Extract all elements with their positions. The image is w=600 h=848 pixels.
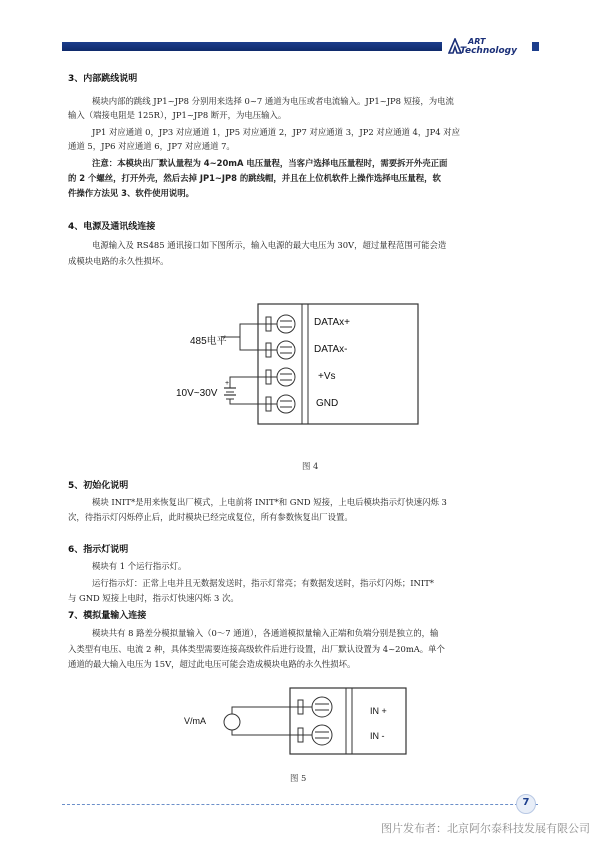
section6-title: 6、指示灯说明: [68, 545, 129, 555]
terminal-label-gnd: GND: [316, 398, 339, 409]
section3-p1-line2: 输入（端接电阻是 125R），JP1~JP8 断开，为电压输入。: [68, 110, 287, 120]
footer-divider: [62, 804, 538, 806]
terminal-label-in-minus: IN -: [370, 731, 385, 741]
figure4-caption: 图 4: [302, 461, 319, 471]
figure5-analog-input-diagram: [210, 682, 410, 762]
section4-p-line2: 成模块电路的永久性损坏。: [68, 256, 169, 266]
section5-title: 5、初始化说明: [68, 481, 129, 491]
section3-note-line1: 注意：本模块出厂默认量程为 4~20mA 电压量程，当客户选择电压量程时，需要拆开外壳正面: [92, 158, 448, 168]
section5-p-line2: 次，待指示灯闪烁停止后，此时模块已经完成复位，所有参数恢复出厂设置。: [68, 512, 353, 522]
terminal-label-in-plus: IN +: [370, 706, 387, 716]
section6-p2-line2: 与 GND 短接上电时，指示灯快速闪烁 3 次。: [68, 593, 239, 603]
figure5-caption: 图 5: [290, 773, 307, 783]
page-number: 7: [522, 797, 530, 808]
publisher-credit: 图片发布者：北京阿尔泰科技发展有限公司: [381, 822, 590, 835]
section3-note-line3: 件操作方法见 3、软件使用说明。: [68, 188, 194, 198]
section4-title: 4、电源及通讯线连接: [68, 222, 156, 232]
label-485-level: 485电平: [190, 336, 227, 347]
section7-title: 7、模拟量输入连接: [68, 611, 147, 621]
terminal-label-datax-minus: DATAx-: [314, 344, 348, 355]
label-plus: +: [225, 380, 230, 387]
section3-p1-line1: 模块内部的跳线 JP1~JP8 分别用来选择 0~7 通道为电压或者电流输入。JP1~JP8 短接，为电流: [92, 96, 454, 106]
section7-p-line1: 模块共有 8 路差分模拟量输入（0～7 通道），各通道模拟量输入正端和负端分别是独立的，输: [92, 628, 439, 638]
section3-p2-line1: JP1 对应通道 0，JP3 对应通道 1，JP5 对应通道 2，JP7 对应通道 3，JP2 对应通道 4，JP4 对应: [92, 127, 460, 137]
art-logo: [448, 36, 530, 58]
section6-p2-line1: 运行指示灯：正常上电并且无数据发送时，指示灯常亮；有数据发送时，指示灯闪烁；INIT*: [92, 578, 434, 588]
terminal-label-datax-plus: DATAx+: [314, 317, 351, 328]
section3-p2-line2: 通道 5，JP6 对应通道 6，JP7 对应通道 7。: [68, 141, 235, 151]
header-square: [532, 42, 539, 51]
section4-p-line1: 电源输入及 RS485 通讯接口如下图所示，输入电源的最大电压为 30V，超过量程范围可能会造: [92, 240, 447, 250]
section3-note-line2: 的 2 个螺丝，打开外壳，然后去掉 JP1~JP8 的跳线帽，并且在上位机软件上操作选择电压量程，软: [68, 173, 441, 183]
terminal-label-vs: +Vs: [318, 371, 336, 382]
source-label: V/mA: [184, 716, 207, 726]
section3-title: 3、内部跳线说明: [68, 74, 138, 84]
section7-p-line2: 入类型有电压、电流 2 种，具体类型需要连接高级软件后进行设置，出厂默认设置为 4~20mA。单个: [68, 644, 445, 654]
label-power-range: 10V~30V: [176, 388, 218, 399]
section5-p-line1: 模块 INIT*是用来恢复出厂模式，上电前将 INIT*和 GND 短接，上电后模块指示灯快速闪烁 3: [92, 497, 447, 507]
section7-p-line3: 通道的最大输入电压为 15V，超过此电压可能会造成模块电路的永久性损坏。: [68, 659, 356, 669]
section6-p1: 模块有 1 个运行指示灯。: [92, 561, 187, 571]
header-bar: [62, 42, 442, 51]
figure4-wiring-diagram: [160, 290, 430, 440]
logo-text-art: ART: [468, 37, 486, 46]
logo-text-technology: Technology: [460, 46, 517, 56]
source-icon: [224, 714, 240, 730]
